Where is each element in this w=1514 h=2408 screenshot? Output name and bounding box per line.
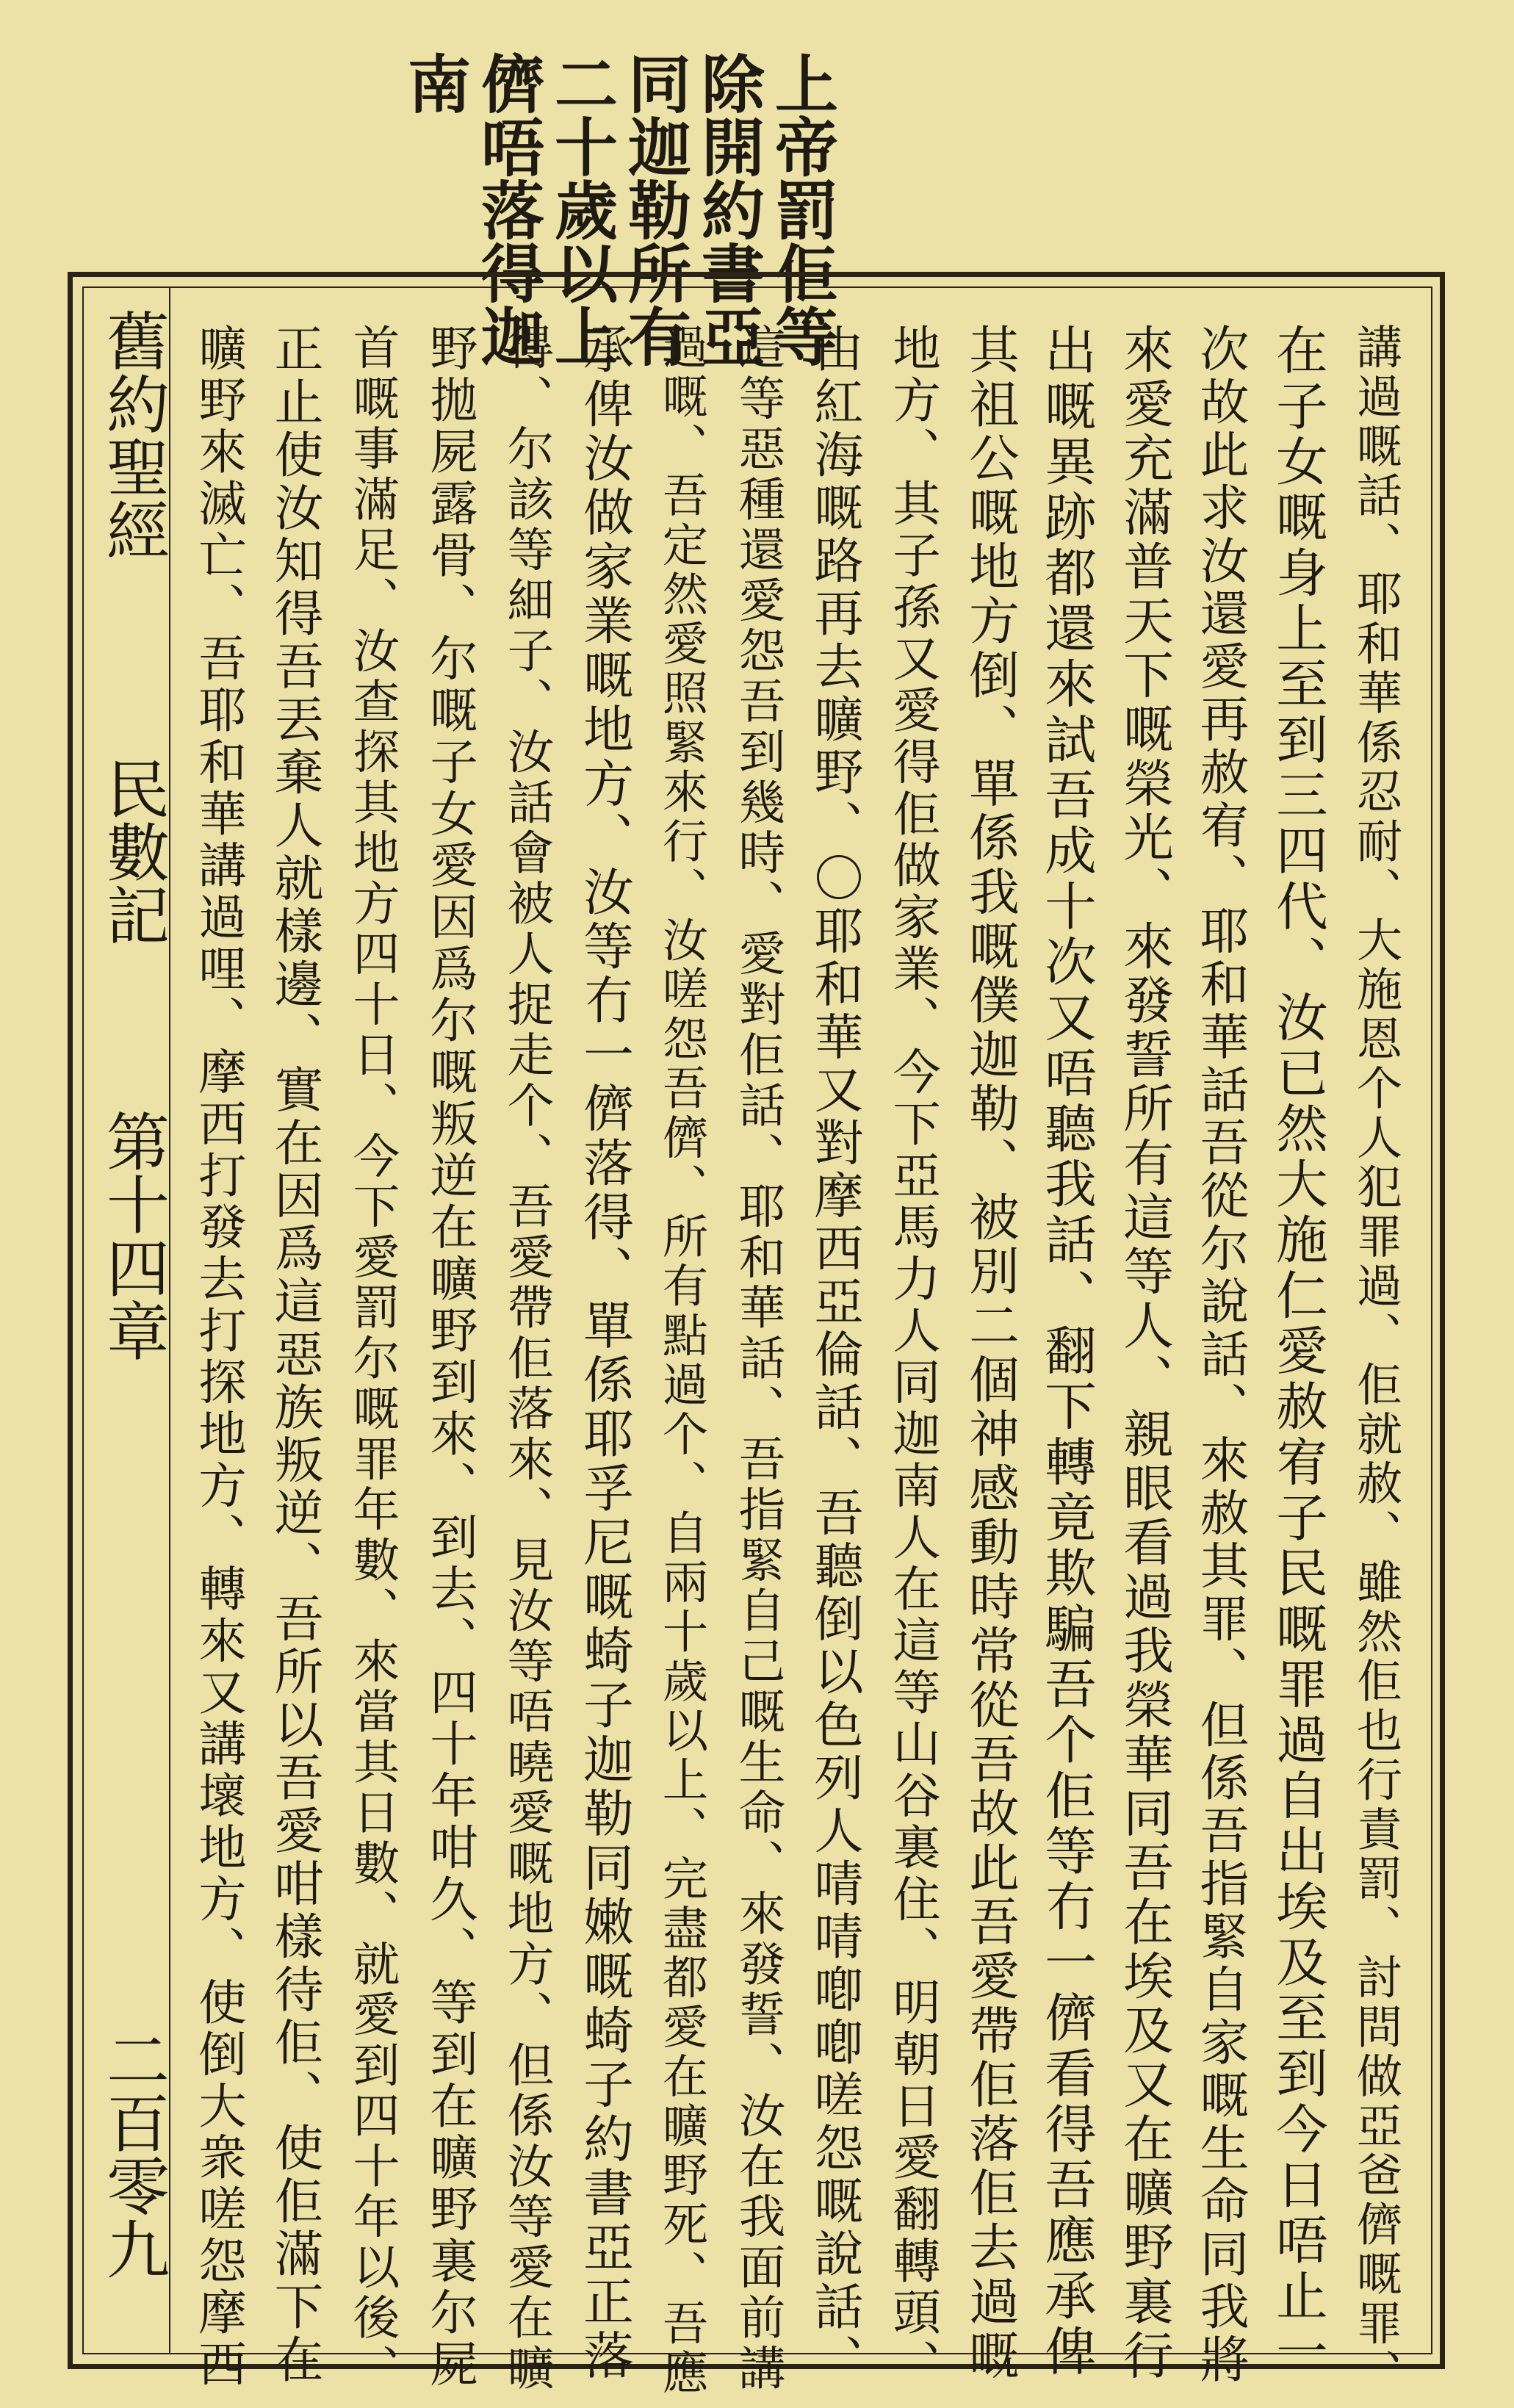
text-column: 正止使汝知得吾丟棄人就樣邊、實在因爲這惡族叛逆、吾所以吾愛咁樣待佢、使佢滿下在 [267,323,324,2387]
page-number: 二百零九 [95,2027,169,2280]
text-column: 得、尔該等細子、汝話會被人捉走个、吾愛帶佢落來、見汝等唔曉愛嘅地方、但係汝等愛在曠 [500,323,554,2395]
text-column: 由紅海嘅路再去曠野、〇耶和華又對摩西亞倫話、吾聽倒以色列人啨啨喞喞嗟怨嘅說話、 [807,323,864,2387]
book-title: 民數記 [95,757,169,946]
text-column: 出嘅異跡都還來試吾成十次又唔聽我話、翻下轉竟欺騙吾个佢等冇一儕看得吾應承俾 [1037,323,1097,2380]
text-column: 承俾汝做家業嘅地方、汝等冇一儕落得、單係耶孚尼嘅䗁子迦勒同嫩嘅䗁子約書亞正落 [574,323,633,2384]
text-column: 其祖公嘅地方倒、單係我嘅僕迦勒、被別二個神感動時常從吾故此吾愛帶佢落佢去過嘅 [960,323,1019,2384]
text-column: 過嘅、吾定然愛照緊來行、汝嗟怨吾儕、所有點過个、自兩十歲以上、完盡都愛在曠野死、吾應 [655,323,708,2398]
margin-note-line: 除開約書亞 [691,51,765,367]
text-column: 這等惡種還愛怨吾到幾時、愛對佢話、耶和華話、吾指緊自己嘅生命、來發誓、汝在我面前講 [731,323,785,2395]
text-column: 講過嘅話、耶和華係忍耐、大施恩个人犯罪過、佢就赦、雖然佢也行責罰、討問做亞爸儕嘅罪、 [1349,323,1402,2398]
running-header-rule [169,286,170,2354]
book-collection-title: 舊約聖經 [95,309,169,561]
text-column: 來愛充滿普天下嘅榮光、來發誓所有這等人、親眼看過我榮華同吾在埃及又在曠野裏行 [1114,323,1173,2384]
text-column: 次故此求汝還愛再赦宥、耶和華話吾從尔說話、來赦其罪、但係吾指緊自家嘅生命同我將 [1192,323,1250,2387]
margin-note-line: 二十歲以上 [544,51,618,367]
text-column: 在子女嘅身上至到三四代、汝已然大施仁愛赦宥子民嘅罪過自出埃及至到今日唔止一 [1268,323,1329,2380]
margin-note-line: 同迦勒所有 [617,51,691,367]
margin-note-line: 南 [397,51,471,115]
margin-note-line: 儕唔落得迦 [470,51,544,367]
text-column: 曠野來滅亡、吾耶和華講過哩、摩西打發去打探地方、轉來又講壞地方、使倒大衆嗟怨摩西 [190,323,246,2391]
text-column: 地方、其子孫又愛得佢做家業、今下亞馬力人同迦南人在這等山谷裏住、明朝日愛翻轉頭、 [884,323,940,2391]
text-column: 野拋屍露骨、尔嘅子女愛因爲尔嘅叛逆在曠野到來、到去、四十年咁久、等到在曠野裏尔屍 [422,323,477,2391]
margin-note-line: 上帝罰佢等 [764,51,838,367]
text-column: 首嘅事滿足、汝查探其地方四十日、今下愛罰尔嘅罪年數、來當其日數、就愛到四十年以後、 [345,323,400,2395]
chapter-label: 第十四章 [95,1109,169,1362]
